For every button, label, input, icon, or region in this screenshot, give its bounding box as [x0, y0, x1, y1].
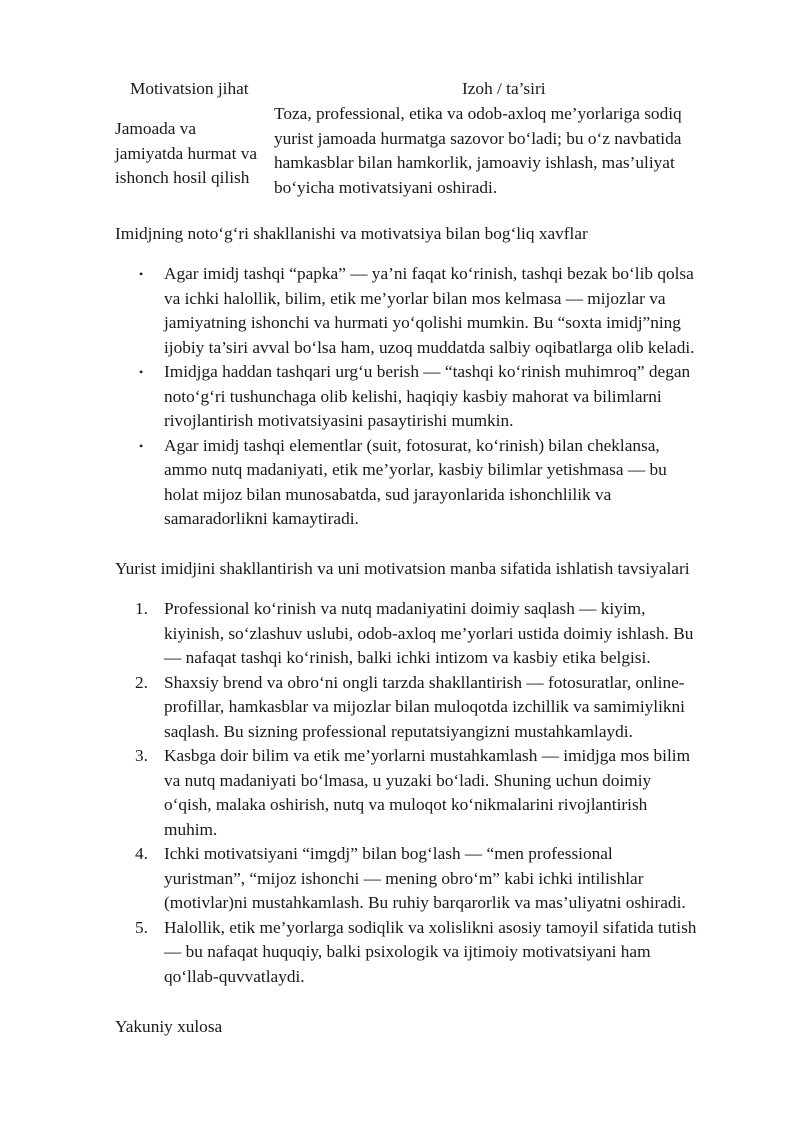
cell-line: ishonch hosil qilish	[115, 168, 250, 187]
item-line: samaradorlikni kamaytiradi.	[164, 509, 359, 528]
item-line: saqlash. Bu sizning professional reputatsiyangizni mustahkamlaydi.	[164, 721, 633, 741]
section-heading-conclusion: Yakuniy xulosa	[115, 1017, 223, 1036]
item-line: va nutq madaniyati bo‘lmasa, u yuzaki bo‘ladi. Shuning uchun doimiy	[164, 770, 652, 790]
item-number: 3.	[135, 746, 148, 765]
cell-line: yurist jamoada hurmatga sazovor bo‘ladi; bu o‘z navbatida	[274, 128, 682, 148]
risks-bullet-list	[0, 262, 800, 532]
item-line: muhim.	[164, 819, 218, 839]
table-cell-aspect	[115, 117, 275, 191]
cell-line: Toza, professional, etika va odob-axloq me’yorlariga sodiq	[274, 104, 682, 123]
cell-line: bo‘yicha motivatsiyani oshiradi.	[274, 177, 498, 197]
item-number: 2.	[135, 672, 148, 692]
item-line: qo‘llab-quvvatlaydi.	[164, 966, 305, 986]
bullet-icon: •	[139, 267, 144, 281]
section-heading-risks: Imidjning noto‘g‘ri shakllanishi va motivatsiya bilan bog‘liq xavflar	[115, 224, 588, 243]
item-number: 1.	[135, 599, 148, 618]
list-item	[0, 744, 800, 842]
list-item	[0, 360, 800, 434]
recommendations-numbered-list	[0, 597, 800, 989]
item-number: 5.	[135, 917, 148, 937]
item-number: 4.	[135, 844, 148, 863]
list-item	[0, 597, 800, 671]
item-line: rivojlantirish motivatsiyasini pasaytirishi mumkin.	[164, 411, 514, 430]
item-line: Halollik, etik me’yorlarga sodiqlik va xolislikni asosiy tamoyil sifatida tutish	[164, 917, 697, 937]
cell-line: jamiyatda hurmat va	[115, 143, 258, 163]
item-line: Agar imidj tashqi elementlar (suit, fotosurat, ko‘rinish) bilan cheklansa,	[164, 435, 660, 455]
cell-line: hamkasblar bilan hamkorlik, jamoaviy ishlash, mas’uliyat	[274, 153, 675, 172]
item-line: — nafaqat tashqi ko‘rinish, balki ichki intizom va kasbiy etika belgisi.	[164, 648, 651, 667]
item-line: noto‘g‘ri tushunchaga olib kelishi, haqiqiy kasbiy mahorat va bilimlarni	[164, 386, 662, 406]
item-line: ammo nutq madaniyati, etik me’yorlar, kasbiy bilimlar yetishmasa — bu	[164, 460, 667, 479]
list-item	[0, 262, 800, 360]
item-line: Kasbga doir bilim va etik me’yorlarni mustahkamlash — imidjga mos bilim	[164, 746, 691, 765]
item-line: Agar imidj tashqi “papka” — ya’ni faqat ko‘rinish, tashqi bezak bo‘lib qolsa	[164, 264, 694, 283]
item-line: Ichki motivatsiyani “imgdj” bilan bog‘lash — “men professional	[164, 844, 613, 863]
list-item	[0, 842, 800, 916]
item-line: va ichki halollik, bilim, etik me’yorlar bilan mos kelmasa — mijozlar va	[164, 288, 666, 308]
item-line: kiyinish, so‘zlashuv uslubi, odob-axloq me’yorlari ustida doimiy ishlash. Bu	[164, 623, 694, 643]
item-line: o‘qish, malaka oshirish, nutq va muloqot ko‘nikmalarini rivojlantirish	[164, 795, 648, 814]
item-line: jamiyatning ishonchi va hurmati yo‘qolishi mumkin. Bu “soxta imidj”ning	[164, 313, 681, 332]
bullet-icon: •	[139, 438, 144, 453]
item-line: Imidjga haddan tashqari urg‘u berish — “tashqi ko‘rinish muhimroq” degan	[164, 362, 691, 381]
table-header	[0, 77, 800, 101]
item-line: (motivlar)ni mustahkamlash. Bu ruhiy barqarorlik va mas’uliyatni oshiradi.	[164, 893, 686, 912]
item-line: profillar, hamkasblar va mijozlar bilan muloqotda izchillik va samimiylikni	[164, 697, 685, 716]
item-line: Professional ko‘rinish va nutq madaniyatini doimiy saqlash — kiyim,	[164, 599, 646, 618]
item-line: holat mijoz bilan munosabatda, sud jarayonlarida ishonchlilik va	[164, 484, 612, 504]
section-heading-recommendations: Yurist imidjini shakllantirish va uni motivatsion manba sifatida ishlatish tavsiyalari	[115, 559, 690, 578]
item-line: yuristman”, “mijoz ishonchi — mening obro‘m” kabi ichki intilishlar	[164, 868, 644, 888]
list-item	[0, 434, 800, 532]
item-line: ijobiy ta’siri avval bo‘lsa ham, uzoq muddatda salbiy oqibatlarga olib keladi.	[164, 337, 695, 357]
table-header-comment-effect: Izoh / ta’siri	[462, 79, 546, 98]
list-item	[0, 671, 800, 745]
bullet-icon: •	[139, 365, 144, 379]
item-line: — bu nafaqat huquqiy, balki psixologik va ijtimoiy motivatsiyani ham	[164, 942, 651, 961]
cell-line: Jamoada va	[115, 119, 197, 138]
item-line: Shaxsiy brend va obro‘ni ongli tarzda shakllantirish — fotosuratlar, online-	[164, 672, 685, 692]
table-cell-comment	[274, 102, 754, 200]
list-item	[0, 916, 800, 990]
table-header-motivational-aspect: Motivatsion jihat	[130, 79, 249, 98]
